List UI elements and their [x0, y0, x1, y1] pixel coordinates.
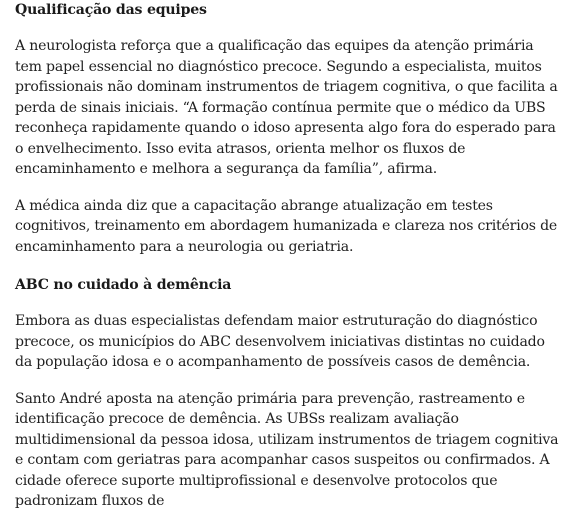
section-heading-qualificacao: Qualificação das equipes: [15, 2, 207, 18]
article-body: [15, 0, 563, 512]
paragraph-estruturacao: Embora as duas especialistas defendam maior estruturação do diagnóstico precoce, os municípios do ABC desenvolvem iniciativas distintas no cuidado da população idosa e o acompanhamento de possíveis casos de demência.: [15, 313, 545, 370]
section-heading-abc: ABC no cuidado à demência: [15, 277, 232, 293]
paragraph-neurologista: A neurologista reforça que a qualificação das equipes da atenção primária tem papel essencial no diagnóstico precoce. Segundo a especialista, muitos profissionais não dominam instrumentos de triagem cognitiva, o que facilita a perda de sinais iniciais. “A formação contínua permite que o médico da UBS reconheça rapidamente quando o idoso apresenta algo fora do esperado para o envelhecimento. Isso evita atrasos, orienta melhor os fluxos de encaminhamento e melhora a segurança da família”, afirma.: [15, 38, 558, 177]
paragraph-santo-andre: Santo André aposta na atenção primária para prevenção, rastreamento e identificação precoce de demência. As UBSs realizam avaliação multidimensional da pessoa idosa, utilizam instrumentos de triagem cognitiva e contam com geriatras para acompanhar casos suspeitos ou confirmados. A cidade oferece suporte multiprofissional e desenvolve protocolos que padronizam fluxos de: [15, 390, 559, 509]
paragraph-capacitacao: A médica ainda diz que a capacitação abrange atualização em testes cognitivos, treinamento em abordagem humanizada e clareza nos critérios de encaminhamento para a neurologia ou geriatria.: [15, 197, 558, 255]
